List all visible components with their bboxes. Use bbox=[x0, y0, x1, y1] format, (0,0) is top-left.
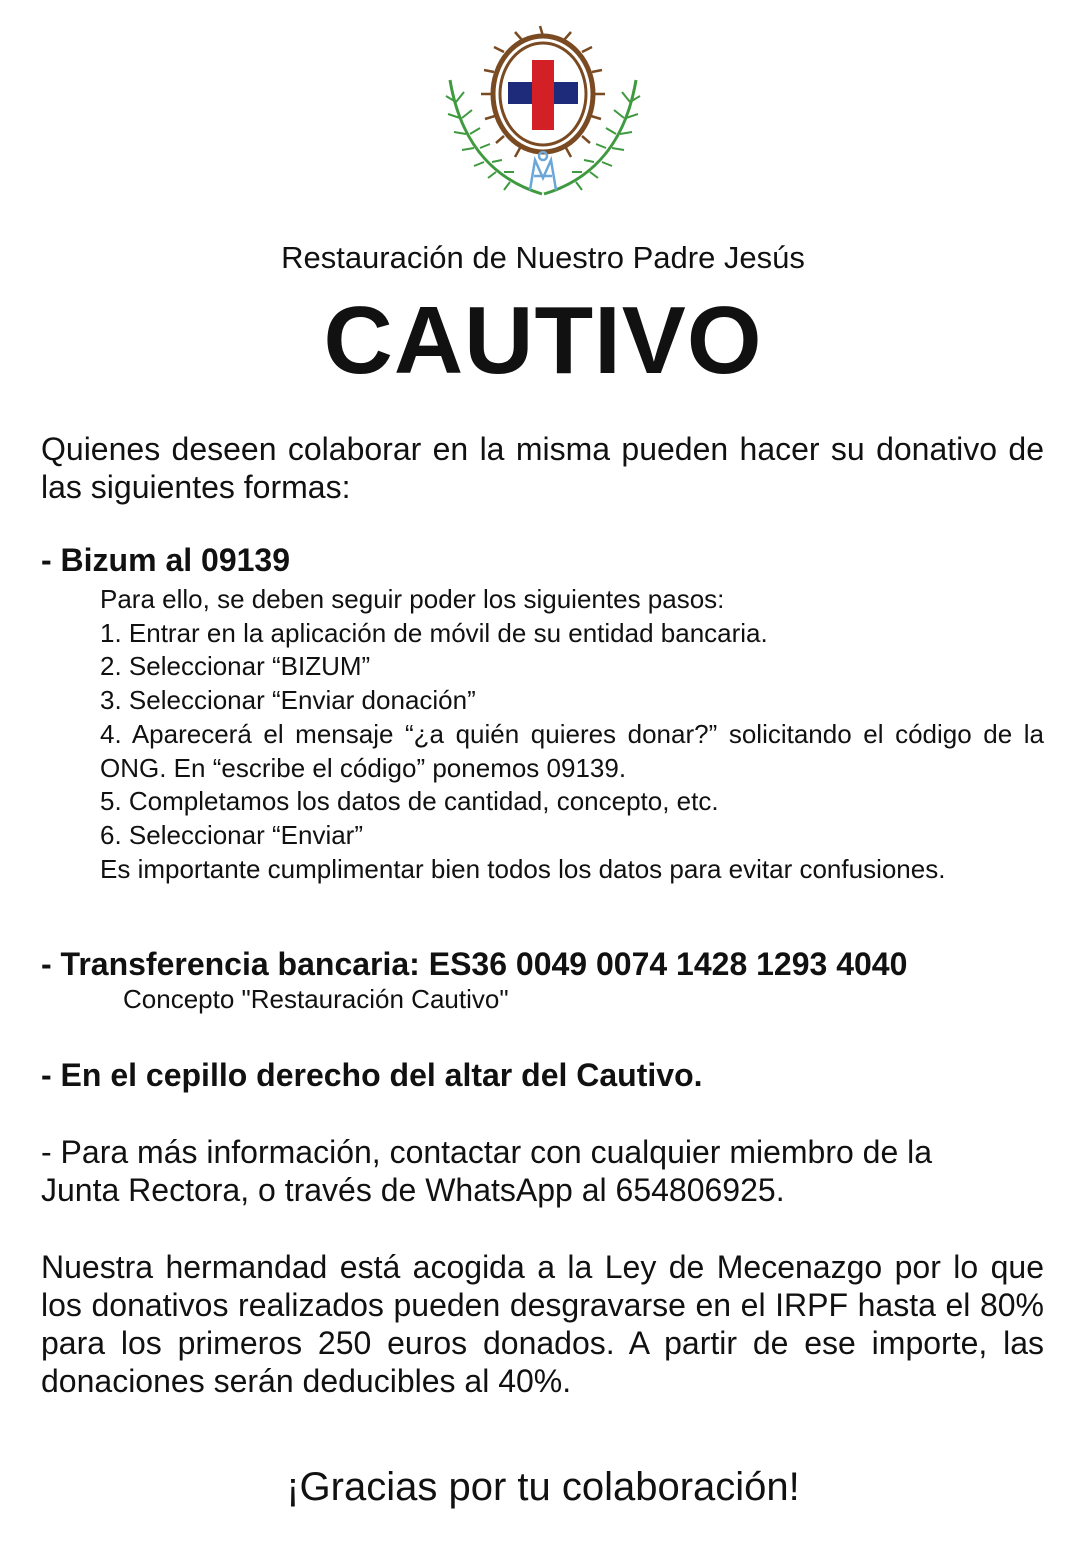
bizum-note: Es importante cumplimentar bien todos los datos para evitar confusiones. bbox=[100, 853, 946, 884]
bizum-step: 1. Entrar en la aplicación de móvil de su entidad bancaria. bbox=[100, 617, 768, 648]
bizum-step: 3. Seleccionar “Enviar donación” bbox=[100, 685, 476, 716]
cross-icon bbox=[508, 60, 578, 130]
altar-heading: - En el cepillo derecho del altar del Cautivo. bbox=[41, 1057, 703, 1093]
bizum-step: 4. Aparecerá el mensaje “¿a quién quieres donar?” solicitando el código de la ONG. En “escribe el código” ponemos 09139. bbox=[100, 718, 1044, 783]
thanks-message: ¡Gracias por tu colaboración! bbox=[286, 1465, 800, 1509]
page-subtitle: Restauración de Nuestro Padre Jesús bbox=[281, 240, 805, 275]
bizum-step: 2. Seleccionar “BIZUM” bbox=[100, 651, 371, 682]
bizum-lead: Para ello, se deben seguir poder los siguientes pasos: bbox=[100, 584, 725, 614]
page-title: CAUTIVO bbox=[323, 287, 763, 394]
intro-paragraph: Quienes deseen colaborar en la misma pueden hacer su donativo de las siguientes formas: bbox=[41, 431, 1044, 505]
bizum-heading: - Bizum al 09139 bbox=[41, 542, 290, 578]
bizum-step: 5. Completamos los datos de cantidad, concepto, etc. bbox=[100, 786, 719, 817]
bizum-step: 6. Seleccionar “Enviar” bbox=[100, 819, 363, 850]
transfer-concept: Concepto "Restauración Cautivo" bbox=[123, 984, 509, 1014]
tax-paragraph: Nuestra hermandad está acogida a la Ley de Mecenazgo por lo que los donativos realizados pueden desgravarse en el IRPF hasta el 80% para los primeros 250 euros donados. A partir de ese importe, las donaciones serán deducibles al 40%. bbox=[41, 1249, 1044, 1399]
bizum-steps bbox=[100, 583, 1044, 886]
crown-of-thorns-cross-emblem bbox=[442, 22, 644, 208]
transfer-heading: - Transferencia bancaria: ES36 0049 0074 1428 1293 4040 bbox=[41, 946, 908, 982]
contact-paragraph: - Para más información, contactar con cualquier miembro de la Junta Rectora, o través de WhatsApp al 654806925. bbox=[41, 1134, 933, 1208]
marian-monogram-icon bbox=[530, 152, 556, 190]
